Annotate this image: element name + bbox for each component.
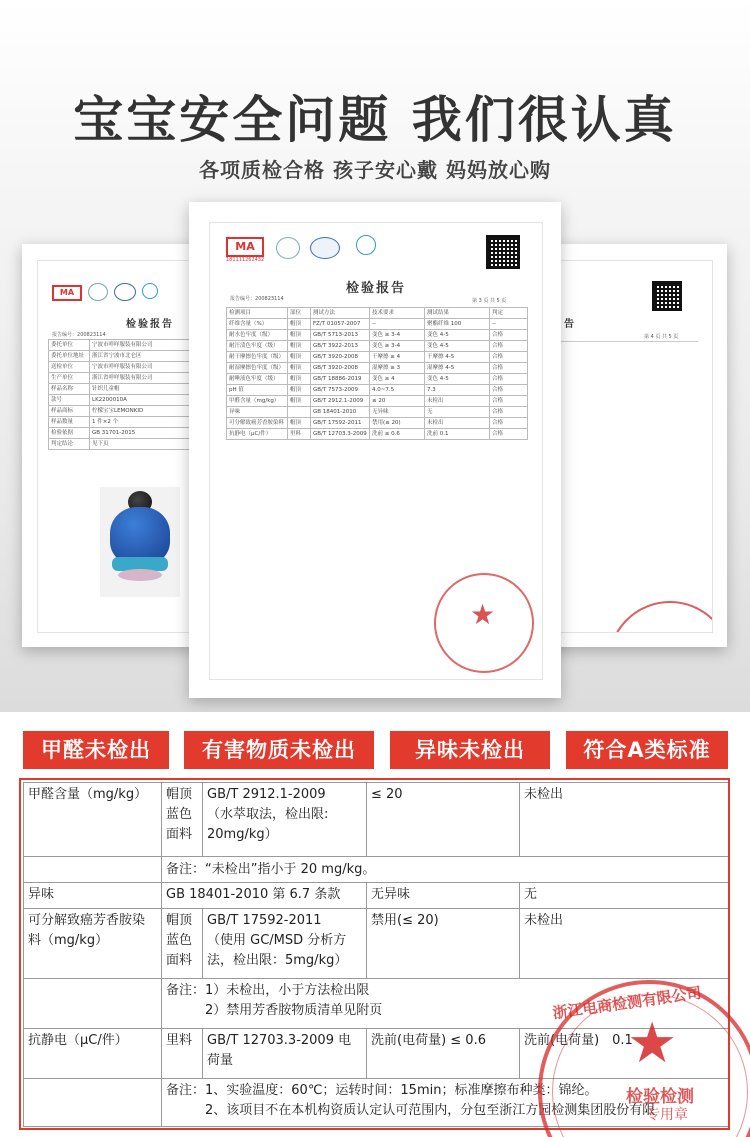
cell-note: 备注：1）未检出，小于方法检出限 2）禁用芳香胺物质清单见附页 — [162, 979, 729, 1029]
cell-item: 异味 — [24, 883, 162, 909]
table-row — [24, 857, 729, 883]
cell-requirement: ≤ 20 — [367, 783, 520, 857]
ma-logo: MA — [52, 285, 82, 301]
hat-stand — [118, 569, 162, 581]
left-certificate-frame — [22, 244, 199, 647]
cell-result: 无 — [520, 883, 729, 909]
stamp-inner-text: 检验检测 — [626, 1087, 694, 1107]
center-page-indicator: 第 3 页 共 5 页 — [472, 298, 507, 304]
cell-note: 备注：1、实验温度：60℃；运转时间：15min；标准摩擦布种类：锦纶。 2、该项目不在本机构资质认定认可范围内，分包至浙江方园检测集团股份有限 — [162, 1079, 729, 1127]
cell-method: GB/T 12703.3-2009 电荷量 — [203, 1029, 367, 1079]
center-stamp-star: ★ — [470, 598, 496, 631]
center-doc-table: 检测项目 部位 测试方法 技术要求 测试结果 判定 纤维含量（%） 帽顶 FZ/T 01057-2007 -- 聚酯纤维 100 -- 耐水色牢度（级） 帽顶 GB/T 5713-2013 变色 ≥ 3-4 变色 4-5 合格 耐汗渍色牢度（级） 帽顶 GB/T 3922-2013 变色 ≥ 3-4 变色 4-5 合格 耐干摩擦色牢度（级） 帽顶 GB/T 3920-2008 干摩擦 ≥ 4 干摩擦 4-5 合格 耐湿摩擦色牢度（级） 帽顶 GB/T 3920-2008 湿摩擦 ≥ 3 湿摩擦 4-5 合格 耐唾液色牢度（级） 帽顶 GB/T 18886-2019 变色 ≥ 4 变色 4-5 合格 pH 值 帽顶 GB/T 7573-2009 4.0~7.5 7.3 合格 甲醛含量（mg/kg） 帽顶 GB/T 2912.1-2009 ≤ 20 未检出 合格 异味 GB 18401-2010 无异味 无 合格 可分解致癌芳香胺染料 帽顶 GB/T 17592-2011 禁用(≤ 20) 未检出 合格 抗静电（μC/件） 里料 GB/T 12703.3-2009 洗前 ≤ 0.6 洗前 0.1 合格 — [226, 307, 528, 440]
right-divider — [548, 341, 698, 342]
page-title: 宝宝安全问题 我们很认真 — [73, 91, 677, 149]
cnas-logo-center — [310, 237, 340, 259]
cell-parts: 帽顶 蓝色 面料 — [162, 783, 203, 857]
right-page-indicator: 第 4 页 共 5 页 — [644, 334, 679, 340]
center-certificate-frame — [189, 202, 561, 698]
tag-class-a: 符合A类标准 — [566, 731, 728, 769]
center-qr-code — [486, 235, 520, 269]
right-stamp — [608, 601, 713, 633]
tag-harmful-substances: 有害物质未检出 — [184, 731, 374, 769]
enlarged-result-table — [23, 782, 729, 1127]
ilac-logo-center — [276, 237, 300, 259]
cell-item: 抗静电（μC/件） — [24, 1029, 162, 1079]
ilac-logo — [88, 283, 108, 301]
hat-photo-area — [100, 487, 180, 597]
cell-item: 甲醛含量（mg/kg） — [24, 783, 162, 857]
cell-requirement: 禁用(≤ 20) — [367, 909, 520, 979]
cell-requirement: 洗前(电荷量) ≤ 0.6 — [367, 1029, 520, 1079]
left-doc-table: 委托单位 宁波市咩咩服装有限公司 委托单位地址 浙江省宁波市北仑区 送检单位 宁波市咩咩服装有限公司 生产单位 浙江省咩咩服装有限公司 样品名称 针织儿童帽 款号 LK2200010A 样品商标 柠檬宝宝LEMONKID 样品数量 1 件×2 个 检验依据 GB 31701-2015 判定结论 见下页 — [48, 339, 194, 450]
ma-logo-center: MA — [226, 237, 264, 257]
tag-odor: 异味未检出 — [390, 731, 550, 769]
center-doc-title: 检验报告 — [346, 281, 407, 296]
table-row — [24, 1029, 729, 1079]
table-row — [24, 883, 729, 909]
badge-logo — [142, 283, 158, 299]
cell-method: GB/T 17592-2011 （使用 GC/MSD 分析方法，检出限：5mg/kg） — [203, 909, 367, 979]
cnas-logo — [114, 283, 136, 301]
left-report-no: 报告编号：200823114 — [52, 332, 106, 338]
badge-logo-center — [356, 235, 376, 255]
page-subtitle: 各项质检合格 孩子安心戴 妈妈放心购 — [199, 158, 551, 182]
table-row — [24, 1079, 729, 1127]
center-stamp — [434, 573, 534, 673]
table-row — [24, 979, 729, 1029]
stamp-star-icon: ★ — [627, 1011, 678, 1076]
cell-parts: 里料 — [162, 1029, 203, 1079]
cell-requirement: 无异味 — [367, 883, 520, 909]
center-certificate-sheet — [209, 222, 543, 680]
ma-number: 181111262432 — [226, 257, 265, 263]
right-certificate-frame — [547, 244, 727, 647]
right-certificate-sheet — [547, 260, 713, 633]
cell-item: 可分解致癌芳香胺染料（mg/kg） — [24, 909, 162, 979]
left-certificate-sheet — [37, 260, 201, 633]
tag-formaldehyde: 甲醛未检出 — [23, 731, 169, 769]
cell-result: 未检出 — [520, 909, 729, 979]
table-row — [24, 909, 729, 979]
table-row — [24, 783, 729, 857]
cell-result: 洗前(电荷量) 0.1 — [520, 1029, 729, 1079]
center-report-no: 报告编号：200823114 — [230, 296, 284, 302]
right-qr-code — [652, 281, 682, 311]
result-tags — [0, 731, 750, 771]
cell-result: 未检出 — [520, 783, 729, 857]
right-doc-title: 告 — [564, 319, 576, 330]
cell-parts: 帽顶 蓝色 面料 — [162, 909, 203, 979]
cell-note: 备注：“未检出”指小于 20 mg/kg。 — [162, 857, 729, 883]
left-doc-title: 检验报告 — [126, 319, 174, 330]
stamp-ring-text: 浙江电商检测有限公司 — [551, 983, 703, 1023]
stamp-bottom-text: 专用章 — [646, 1107, 688, 1123]
cell-method: GB/T 2912.1-2009 （水萃取法，检出限: 20mg/kg） — [203, 783, 367, 857]
cell-method: GB 18401-2010 第 6.7 条款 — [162, 883, 367, 909]
